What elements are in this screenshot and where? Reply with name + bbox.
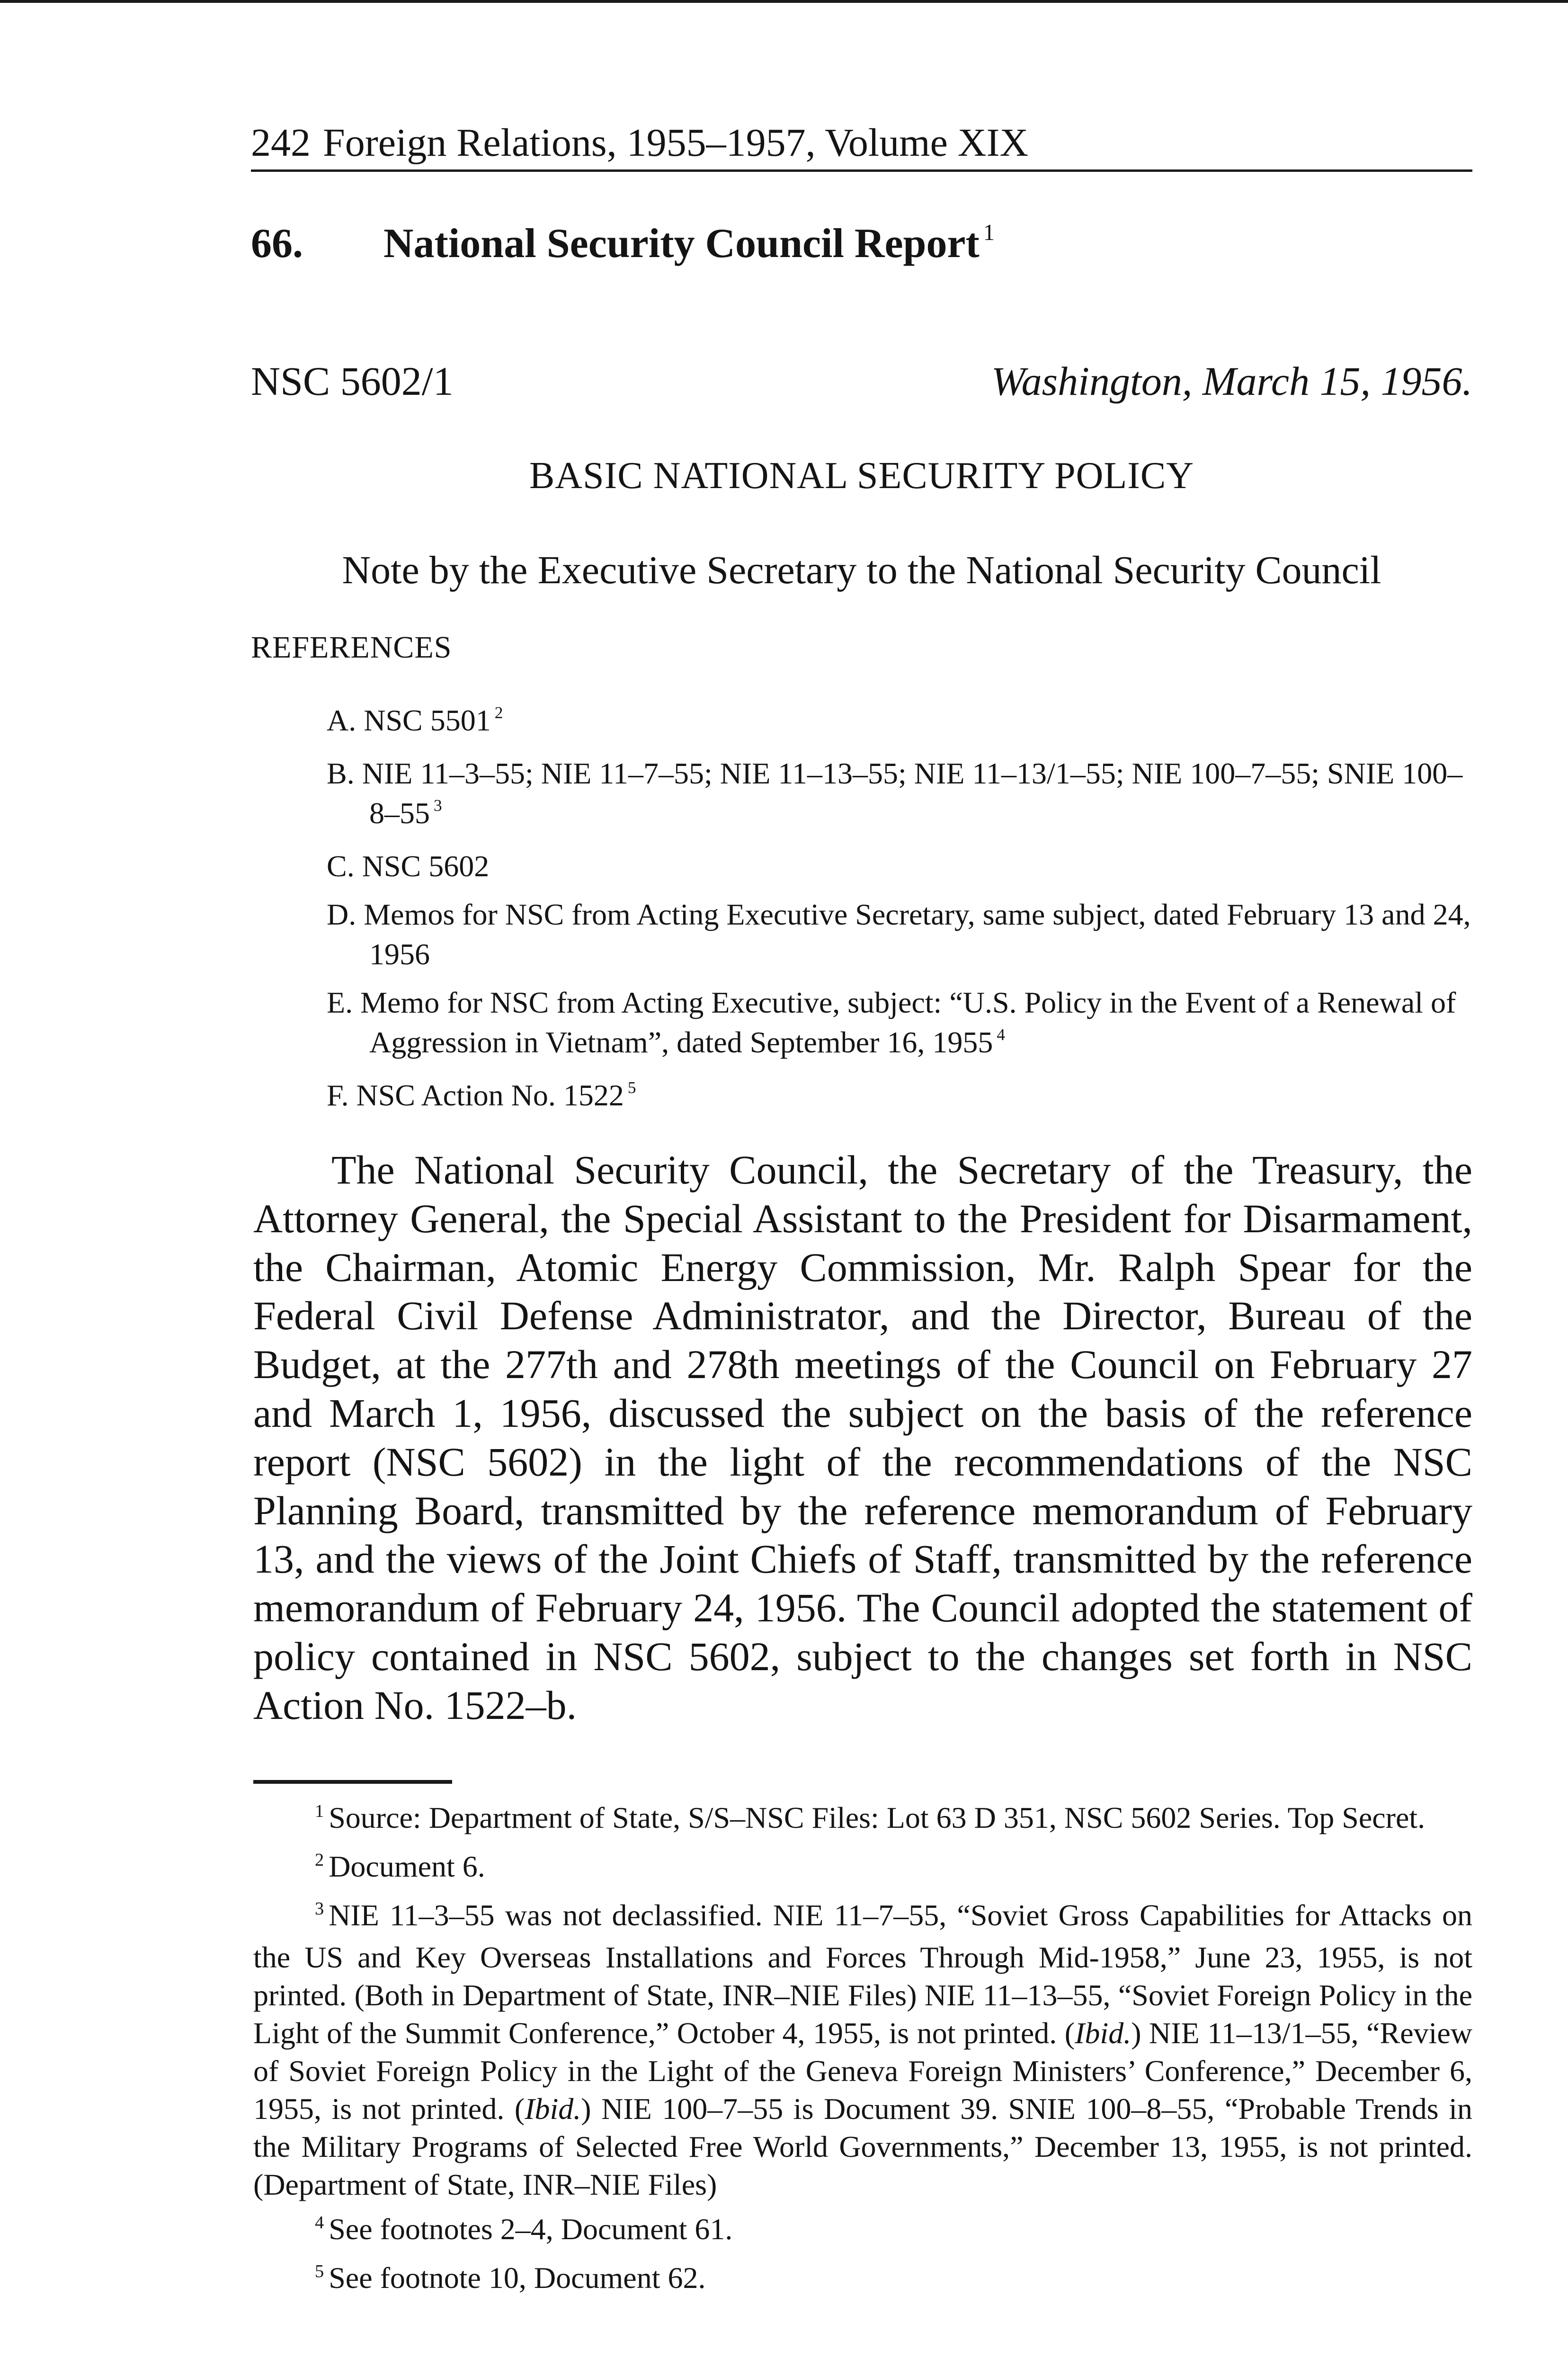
reference-item: F. NSC Action No. 1522 $^5$ — [327, 1078, 636, 1112]
document-heading — [251, 218, 1472, 276]
nsc-identifier: NSC 5602/1 — [251, 358, 454, 404]
reference-item: E. Memo for NSC from Acting Executive, subject: “U.S. Policy in the Event of a Renewal of Aggression in Vietnam”, dated September 16, 1955 $^4$ — [327, 986, 1456, 1059]
footnote-ref-3: 3 — [434, 796, 442, 815]
footnote-2: $^2$ Document 6. — [315, 1850, 485, 1883]
document-title: BASIC NATIONAL SECURITY POLICY — [529, 455, 1194, 497]
document-heading-text: National Security Council Report — [383, 221, 980, 267]
document-number: 66. — [251, 221, 303, 267]
body-paragraph: The National Security Council, the Secretary of the Treasury, the Attorney General, the Special Assistant to the President for Disarmament, the Chairman, Atomic Energy Commission, Mr. Ralph Spear for the Federal Civil Defense Administrator, and the Director, Bureau of the Budget, at the 277th and 278th meetings of the Council on February 27 and March 1, 1956, discussed the subject on the basis of the reference report (NSC 5602) in the light of the recommendations of the NSC Planning Board, transmitted by the reference memorandum of February 13, and the views of the Joint Chiefs of Staff, transmitted by the reference memorandum of February 24, 1956. The Council adopted the statement of policy contained in NSC 5602, subject to the changes set forth in NSC Action No. 1522–b. — [253, 1147, 1472, 1728]
footnotes — [253, 1799, 1472, 2308]
place-date: Washington, March 15, 1956. — [991, 358, 1472, 404]
footnote-rule — [253, 1780, 452, 1784]
footnote-ref-2: 2 — [494, 703, 503, 722]
page-number: 242 — [251, 121, 311, 165]
footnote-ref-5: 5 — [627, 1078, 636, 1097]
document-subtitle: Note by the Executive Secretary to the National Security Council — [342, 548, 1381, 592]
header-rule — [251, 169, 1472, 172]
running-head — [251, 119, 1472, 167]
reference-item: D. Memos for NSC from Acting Executive Secretary, same subject, dated February 13 and 24, 1956 — [327, 898, 1471, 971]
footnote-ref-1: 1 — [983, 220, 995, 245]
references-list — [327, 701, 1472, 1129]
footnote-1: $^1$ Source: Department of State, S/S–NSC Files: Lot 63 D 351, NSC 5602 Series. Top Secret. — [315, 1801, 1425, 1834]
reference-item: B. NIE 11–3–55; NIE 11–7–55; NIE 11–13–55; NIE 11–13/1–55; NIE 100–7–55; SNIE 100–8–55 $^3$ — [327, 756, 1463, 830]
scan-edge-line — [0, 0, 1568, 3]
reference-item: C. NSC 5602 — [327, 849, 490, 883]
reference-item: A. NSC 5501 $^2$ — [327, 703, 503, 737]
document-meta — [251, 357, 1472, 405]
footnote-5: $^5$ See footnote 10, Document 62. — [315, 2261, 706, 2295]
footnote-ref-4: 4 — [997, 1025, 1005, 1044]
publication-title: Foreign Relations, 1955–1957, Volume XIX — [323, 121, 1029, 165]
footnote-3: $^3$ NIE 11–3–55 was not declassified. NIE 11–7–55, “Soviet Gross Capabilities for Attacks on the US and Key Overseas Installations and Forces Through Mid-1958,” June 23, 1955, is not printed. (Both in Department of State, INR–NIE Files) NIE 11–13–55, “Soviet Foreign Policy in the Light of the Summit Conference,” October 4, 1955, is not printed. (Ibid.) NIE 11–13/1–55, “Review of Soviet Foreign Policy in the Light of the Geneva Foreign Ministers’ Conference,” December 6, 1955, is not printed. (Ibid.) NIE 100–7–55 is Document 39. SNIE 100–8–55, “Probable Trends in the Military Programs of Selected Free World Governments,” December 13, 1955, is not printed. (Department of State, INR–NIE Files) — [253, 1898, 1473, 2201]
footnote-4: $^4$ See footnotes 2–4, Document 61. — [315, 2212, 733, 2246]
references-heading: REFERENCES — [251, 630, 452, 665]
